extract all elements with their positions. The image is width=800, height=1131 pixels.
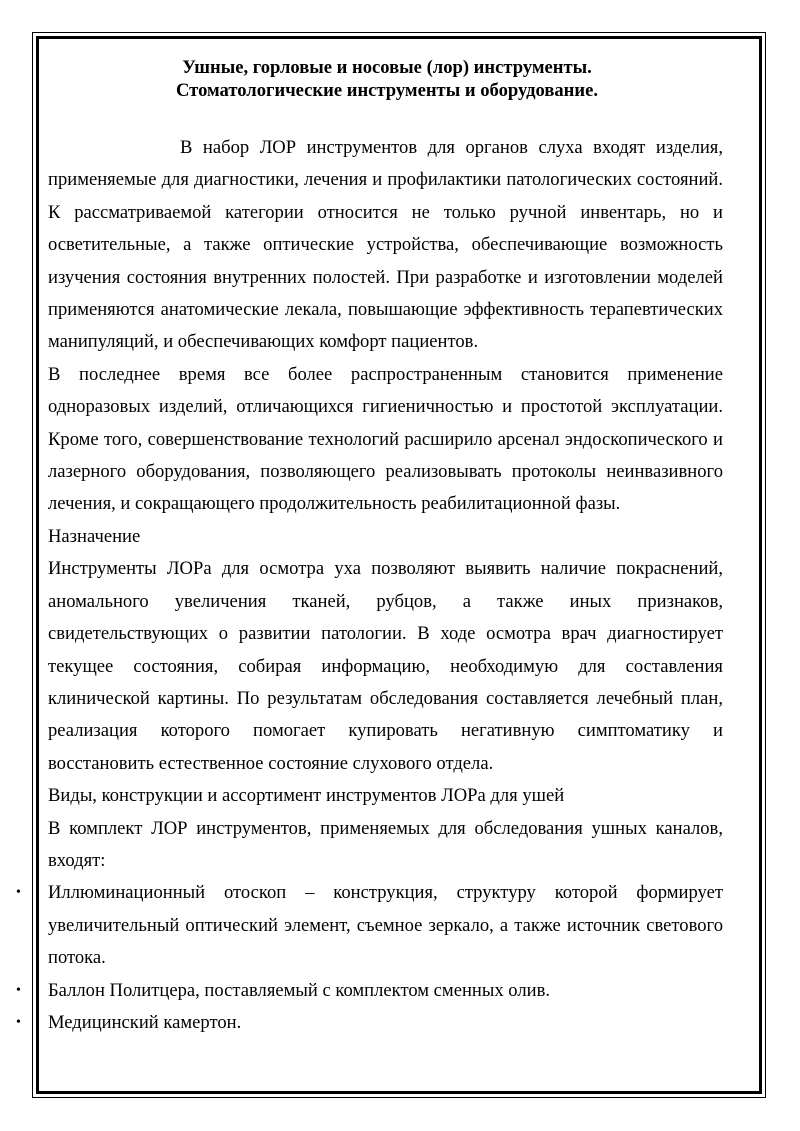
document-body [16,56,723,1039]
intro-paragraph: В набор ЛОР инструментов для органов слуха входят изделия, применяемые для диагностики, лечения и профилактики патологических состояний. К рассматриваемой категории относится не только ручной инвентарь, но и осветительные, а также оптические устройства, обеспечивающие возможность изучения состояния внутренних полостей. При разработке и изготовлении моделей применяются анатомические лекала, повышающие эффективность терапевтических манипуляций, и обеспечивающих комфорт пациентов. [48,137,723,353]
document-title [48,56,723,102]
section-heading-types: Виды, конструкции и ассортимент инструментов ЛОРа для ушей [48,785,565,807]
instrument-list [16,877,723,1039]
purpose-paragraph: Инструменты ЛОРа для осмотра уха позволяют выявить наличие покраснений, аномального увеличения тканей, рубцов, а также иных признаков, свидетельствующих о развитии патологии. В ходе осмотра врач диагностирует текущее состояния, собирая информацию, необходимую для составления клинической картины. По результатам обследования составляется лечебный план, реализация которого помогает купировать негативную симптоматику и восстановить естественное состояние слухового отдела. [48,558,723,774]
bullet-icon: • [16,885,21,901]
kit-intro-paragraph: В комплект ЛОР инструментов, применяемых для обследования ушных каналов, входят: [48,817,723,871]
modern-trends-paragraph: В последнее время все более распространенным становится применение одноразовых изделий, отличающихся гигиеничностью и простотой эксплуатации. Кроме того, совершенствование технологий расширило арсенал эндоскопического и лазерного оборудования, позволяющего реализовывать протоколы неинвазивного лечения, и сокращающего продолжительность реабилитационной фазы. [48,363,723,515]
bullet-icon: • [16,1014,21,1030]
list-item-text: Баллон Политцера, поставляемый с комплектом сменных олив. [48,979,551,1001]
list-item [16,1007,723,1039]
list-item [16,975,723,1007]
list-item [16,877,723,974]
list-item-text: Иллюминационный отоскоп – конструкция, структуру которой формирует увеличительный оптический элемент, съемное зеркало, а также источник светового потока. [48,882,723,969]
section-heading-purpose: Назначение [48,525,141,547]
title-line-1: Ушные, горловые и носовые (лор) инструменты. [182,57,592,78]
list-item-text: Медицинский камертон. [48,1011,242,1033]
title-line-2: Стоматологические инструменты и оборудование. [176,80,598,101]
bullet-icon: • [16,982,21,998]
